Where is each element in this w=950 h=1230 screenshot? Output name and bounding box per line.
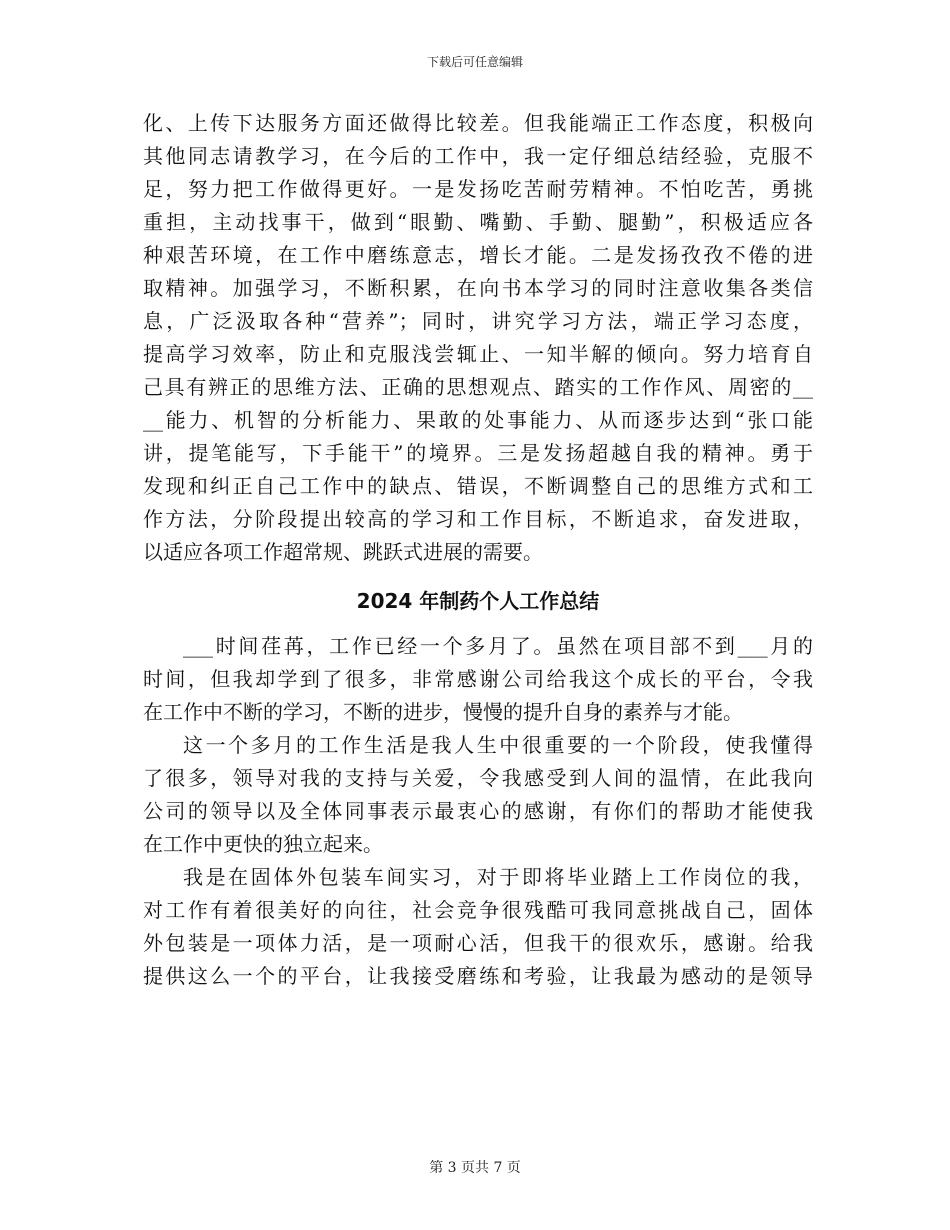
text-line: 足，努力把工作做得更好。一是发扬吃苦耐劳精神。不怕吃苦，勇挑 xyxy=(143,177,813,201)
paragraph-gratitude xyxy=(143,729,813,861)
text-line: 取精神。加强学习，不断积累，在向书本学习的同时注意收集各类信 xyxy=(143,276,813,300)
section-title: 2024 年制药个人工作总结 xyxy=(356,589,600,613)
text-line: 对工作有着很美好的向往，社会竞争很残酷可我同意挑战自己，固体 xyxy=(143,898,813,922)
text-line: __能力、机智的分析能力、果敢的处事能力、从而逐步达到“张口能 xyxy=(143,408,813,432)
text-line: 提供这么一个的平台，让我接受磨练和考验，让我最为感动的是领导 xyxy=(143,964,813,988)
text-line: 公司的领导以及全体同事表示最衷心的感谢，有你们的帮助才能使我 xyxy=(143,799,813,823)
text-line: 重担，主动找事干，做到“眼勤、嘴勤、手勤、腿勤”，积极适应各 xyxy=(143,210,813,234)
text-line: 了很多，领导对我的支持与关爱，令我感受到人间的温情，在此我向 xyxy=(143,766,813,790)
paragraph-intro xyxy=(143,630,813,729)
text-line: 其他同志请教学习，在今后的工作中，我一定仔细总结经验，克服不 xyxy=(143,144,813,168)
text-line: 外包装是一项体力活，是一项耐心活，但我干的很欢乐，感谢。给我 xyxy=(143,931,813,955)
text-line: 种艰苦环境，在工作中磨练意志，增长才能。二是发扬孜孜不倦的进 xyxy=(143,243,813,267)
paragraph-internship xyxy=(143,861,813,993)
text-line: ___时间荏苒，工作已经一个多月了。虽然在项目部不到___月的 xyxy=(183,634,813,658)
text-line: 作方法，分阶段提出较高的学习和工作目标，不断追求，奋发进取， xyxy=(143,507,813,531)
page-header: 下载后可任意编辑 xyxy=(426,55,523,69)
text-line: 在工作中更快的独立起来。 xyxy=(143,832,383,856)
text-line: 提高学习效率，防止和克服浅尝辄止、一知半解的倾向。努力培育自 xyxy=(143,342,813,366)
text-line: 我是在固体外包装车间实习，对于即将毕业踏上工作岗位的我， xyxy=(183,865,813,889)
text-line: 时间，但我却学到了很多，非常感谢公司给我这个成长的平台，令我 xyxy=(143,667,813,691)
text-line: 以适应各项工作超常规、跳跃式进展的需要。 xyxy=(143,540,543,564)
text-line: 讲，提笔能写，下手能干”的境界。三是发扬超越自我的精神。勇于 xyxy=(143,441,813,465)
text-line: 化、上传下达服务方面还做得比较差。但我能端正工作态度，积极向 xyxy=(143,111,813,135)
text-line: 在工作中不断的学习，不断的进步，慢慢的提升自身的素养与才能。 xyxy=(143,700,743,724)
document-body xyxy=(143,107,813,993)
continuation-paragraph xyxy=(143,107,813,569)
text-line: 这一个多月的工作生活是我人生中很重要的一个阶段，使我懂得 xyxy=(183,733,813,757)
text-line: 息，广泛汲取各种“营养”；同时，讲究学习方法，端正学习态度， xyxy=(143,309,813,333)
text-line: 发现和纠正自己工作中的缺点、错误，不断调整自己的思维方式和工 xyxy=(143,474,813,498)
page-footer: 第 3 页共 7 页 xyxy=(429,1160,521,1176)
text-line: 己具有辨正的思维方法、正确的思想观点、踏实的工作作风、周密的__ xyxy=(143,375,813,399)
